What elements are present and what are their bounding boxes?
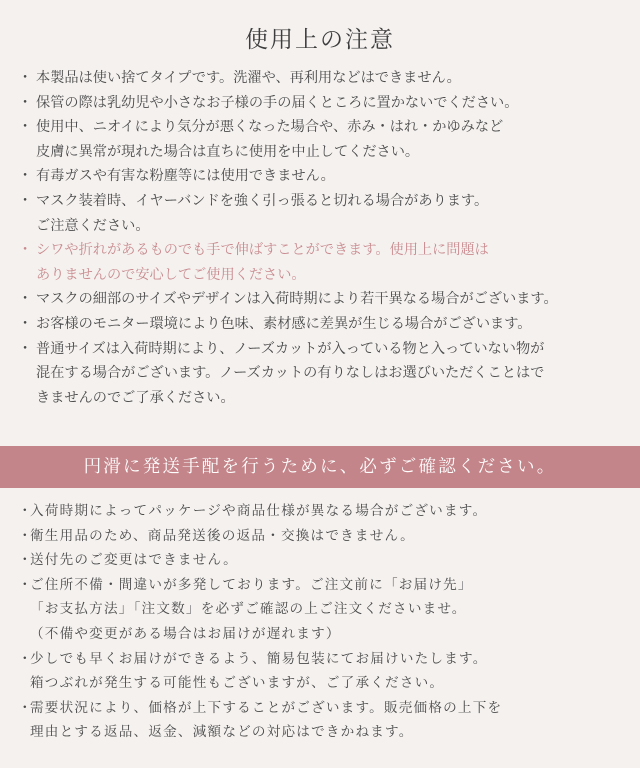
shipping-notes-list	[18, 499, 502, 745]
usage-note-item	[18, 115, 630, 164]
usage-note-line: ありませんので安心してご使用ください。	[36, 266, 306, 283]
usage-note-item	[18, 91, 630, 116]
usage-note-item	[18, 66, 630, 91]
shipping-note-line: （不備や変更がある場合はお届けが遅れます）	[30, 625, 341, 642]
bullet-mark: ・	[18, 576, 33, 593]
shipping-note-item	[18, 548, 502, 573]
shipping-note-line: 入荷時期によってパッケージや商品仕様が異なる場合がございます。	[30, 503, 488, 519]
usage-note-line: マスク装着時、イヤーバンドを強く引っ張ると切れる場合があります。	[36, 192, 489, 209]
usage-note-line: 有毒ガスや有害な粉塵等には使用できません。	[36, 168, 335, 185]
bullet-mark: ・	[18, 315, 33, 332]
bullet-mark: ・	[18, 119, 33, 136]
bullet-mark: ・	[18, 650, 33, 667]
bullet-mark: ・	[18, 503, 33, 519]
usage-note-line: シワや折れがあるものでも手で伸ばすことができます。使用上に問題は	[36, 242, 489, 259]
shipping-note-item	[18, 647, 502, 696]
usage-notes-list	[0, 66, 640, 410]
usage-note-line: 保管の際は乳幼児や小さなお子様の手の届くところに置かないでください。	[36, 94, 519, 111]
shipping-note-item	[18, 573, 502, 647]
shipping-note-line: 送付先のご変更はできません。	[30, 552, 238, 569]
usage-note-item	[18, 189, 630, 238]
usage-note-item	[18, 337, 630, 411]
bullet-mark: ・	[18, 527, 33, 544]
shipping-note-line: 需要状況により、価格が上下することがございます。販売価格の上下を	[30, 699, 503, 716]
bullet-mark: ・	[18, 291, 33, 308]
bullet-mark: ・	[18, 699, 33, 716]
shipping-note-line: ご住所不備・間違いが多発しております。ご注文前に「お届け先」	[30, 576, 473, 593]
shipping-note-line: 「お支払方法」「注文数」を必ずご確認の上ご注文くださいませ。	[30, 601, 467, 618]
usage-note-line: 皮膚に異常が現れた場合は直ちに使用を中止してください。	[36, 143, 420, 160]
shipping-note-line: 理由とする返品、返金、減額などの対応はできかねます。	[30, 724, 414, 741]
bullet-mark: ・	[18, 192, 33, 209]
shipping-note-item	[18, 696, 502, 745]
shipping-note-item	[18, 524, 502, 549]
shipping-note-line: 衛生用品のため、商品発送後の返品・交換はできません。	[30, 527, 415, 544]
bullet-mark: ・	[18, 168, 33, 185]
usage-note-item	[18, 312, 630, 337]
bullet-mark: ・	[18, 340, 33, 357]
usage-note-line: ご注意ください。	[36, 217, 150, 234]
usage-note-line: 混在する場合がございます。ノーズカットの有りなしはお選びいただくことはで	[36, 365, 545, 382]
usage-note-item	[18, 164, 630, 189]
usage-note-item-highlighted	[18, 238, 630, 287]
usage-note-item	[18, 287, 630, 312]
shipping-note-line: 少しでも早くお届けができるよう、簡易包装にてお届けいたします。	[30, 650, 488, 667]
shipping-note-item	[18, 499, 502, 524]
bullet-mark: ・	[18, 70, 33, 86]
usage-note-line: 本製品は使い捨てタイプです。洗濯や、再利用などはできません。	[36, 70, 461, 86]
usage-note-line: 使用中、ニオイにより気分が悪くなった場合や、赤み・はれ・かゆみなど	[36, 119, 504, 136]
shipping-note-line: 箱つぶれが発生する可能性もございますが、ご了承ください。	[30, 675, 445, 692]
usage-note-line: 普通サイズは入荷時期により、ノーズカットが入っている物と入っていない物が	[36, 340, 545, 357]
usage-note-line: きませんのでご了承ください。	[36, 389, 235, 406]
bullet-mark: ・	[18, 94, 33, 111]
shipping-notice-banner: 円滑に発送手配を行うために、必ずご確認ください。	[0, 446, 640, 488]
bullet-mark: ・	[18, 552, 33, 569]
usage-note-line: マスクの細部のサイズやデザインは入荷時期により若干異なる場合がございます。	[36, 291, 558, 308]
bullet-mark: ・	[18, 242, 33, 259]
page-title: 使用上の注意	[245, 27, 395, 53]
usage-note-line: お客様のモニター環境により色味、素材感に差異が生じる場合がございます。	[36, 315, 532, 332]
